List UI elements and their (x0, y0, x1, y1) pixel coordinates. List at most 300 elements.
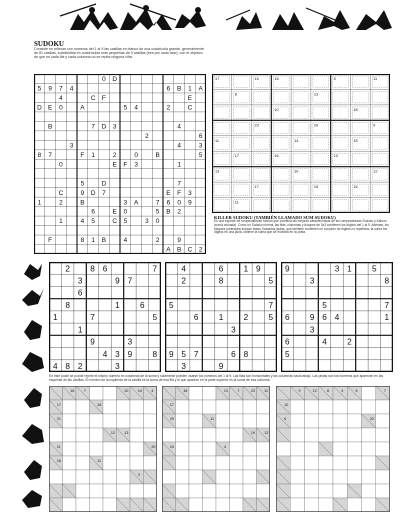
kakuro-entry-cell[interactable] (305, 414, 319, 428)
kakuro-entry-cell[interactable] (243, 400, 257, 414)
killer-cage-sum: 8 (234, 92, 237, 97)
kakuro-entry-cell[interactable] (362, 386, 376, 400)
sudoku-given: 1 (77, 325, 83, 335)
sudoku16-cell: 4 (177, 142, 181, 150)
kakuro-entry-cell[interactable] (319, 484, 333, 498)
sudoku-given: 6 (140, 300, 145, 310)
sudoku16-cell: B (101, 237, 107, 245)
killer-cage-sum: 9 (373, 123, 376, 128)
sudoku16-cell: 9 (177, 237, 181, 245)
ninja-swords-art (226, 8, 392, 30)
kakuro-entry-cell[interactable] (333, 470, 347, 484)
killer-cage (313, 153, 329, 164)
sudoku16-cell: A (133, 199, 139, 207)
kakuro-entry-cell[interactable] (63, 414, 77, 428)
kakuro-entry-cell[interactable] (76, 428, 90, 442)
kakuro-entry-cell[interactable] (76, 456, 90, 470)
sudoku-given: 2 (181, 276, 186, 286)
sudoku16-title: SUDOKU (34, 40, 64, 48)
killer-cage-sum: 16 (353, 185, 358, 190)
kakuro-entry-cell[interactable] (230, 470, 244, 484)
sudoku16-cell: 4 (80, 218, 85, 226)
kakuro-entry-cell[interactable] (257, 414, 271, 428)
killer-cage (313, 200, 329, 211)
killer-cage (372, 107, 388, 118)
kakuro-entry-cell[interactable] (63, 498, 77, 512)
sudoku16-cell: 0 (59, 104, 63, 112)
kakuro-entry-cell[interactable] (257, 456, 271, 470)
kakuro-entry-cell[interactable] (203, 484, 217, 498)
kakuro-entry-cell[interactable] (216, 456, 230, 470)
killer-cage (273, 91, 289, 102)
kakuro-entry-cell[interactable] (257, 484, 271, 498)
kakuro-entry-cell[interactable] (290, 470, 304, 484)
kakuro-entry-cell[interactable] (162, 428, 176, 442)
kakuro-entry-cell[interactable] (203, 456, 217, 470)
kakuro-entry-cell[interactable] (103, 484, 117, 498)
kakuro-entry-cell[interactable] (319, 400, 333, 414)
kakuro-entry-cell[interactable] (290, 442, 304, 456)
sudoku16-cell: 0 (102, 76, 106, 84)
kakuro-entry-cell[interactable] (216, 484, 230, 498)
killer-cage-sum: 14 (294, 138, 299, 143)
kakuro-entry-cell[interactable] (276, 442, 290, 456)
kakuro-entry-cell[interactable] (347, 456, 361, 470)
side-ninja-art (20, 260, 46, 510)
kakuro-entry-cell[interactable] (362, 456, 376, 470)
sudoku16-cell: 5 (123, 104, 128, 112)
kakuro-clue: 11 (264, 388, 269, 393)
killer-cage-sum: 13 (215, 169, 220, 174)
kakuro-entry-cell[interactable] (290, 484, 304, 498)
sudoku-given: 7 (90, 313, 95, 323)
kakuro-entry-cell[interactable] (130, 400, 144, 414)
sudoku-given: 3 (127, 337, 133, 347)
kakuro-entry-cell[interactable] (290, 498, 304, 512)
killer-cage (234, 107, 250, 118)
sudoku16-cell: 3 (123, 199, 128, 207)
kakuro-entry-cell[interactable] (103, 498, 117, 512)
sudoku16-cell: 3 (134, 161, 138, 169)
killer-cage (234, 122, 250, 133)
sudoku-given: 5 (284, 349, 290, 359)
kakuro-entry-cell[interactable] (203, 498, 217, 512)
kakuro-entry-cell[interactable] (333, 442, 347, 456)
kakuro-entry-cell[interactable] (144, 484, 158, 498)
kakuro-entry-cell[interactable] (203, 442, 217, 456)
kakuro-entry-cell[interactable] (333, 414, 347, 428)
killer-cage (293, 153, 309, 164)
kakuro-entry-cell[interactable] (176, 442, 190, 456)
killer-cage (293, 107, 309, 118)
kakuro-entry-cell[interactable] (189, 442, 203, 456)
sudoku-given: 8 (152, 349, 158, 359)
killer-cage (273, 138, 289, 149)
kakuro-entry-cell[interactable] (305, 498, 319, 512)
kakuro-entry-cell[interactable] (103, 470, 117, 484)
sudoku-given: 1 (115, 300, 120, 310)
sudoku-given: 6 (284, 337, 290, 347)
kakuro-entry-cell[interactable] (376, 414, 390, 428)
kakuro-entry-cell[interactable] (130, 456, 144, 470)
sudoku16-cell: 7 (155, 199, 160, 207)
kakuro-entry-cell[interactable] (176, 428, 190, 442)
sudoku16-cell: C (112, 218, 117, 226)
kakuro-entry-cell[interactable] (216, 414, 230, 428)
sudoku16-cell: 5 (155, 208, 160, 216)
kakuro-entry-cell[interactable] (362, 470, 376, 484)
kakuro-entry-cell[interactable] (76, 470, 90, 484)
kakuro-entry-cell[interactable] (130, 428, 144, 442)
kakuro-entry-cell[interactable] (230, 484, 244, 498)
kakuro-entry-cell[interactable] (76, 484, 90, 498)
sudoku-given: 3 (231, 325, 236, 335)
sudoku16-cell: 3 (188, 189, 192, 197)
kakuro-entry-cell[interactable] (103, 400, 117, 414)
sudoku16-cell: 7 (102, 189, 106, 197)
sudoku16-cell: E (47, 104, 53, 112)
ninja-warriors-art (60, 4, 206, 30)
killer-cage-sum: 10 (294, 169, 299, 174)
kakuro-clue: 19 (250, 430, 255, 435)
kakuro-entry-cell[interactable] (90, 442, 104, 456)
kakuro-entry-cell[interactable] (362, 400, 376, 414)
killer-cage-sum: 5 (333, 77, 336, 81)
kakuro-entry-cell[interactable] (130, 442, 144, 456)
kakuro-clue: 8 (327, 388, 330, 393)
kakuro-entry-cell[interactable] (189, 498, 203, 512)
kakuro-entry-cell[interactable] (162, 470, 176, 484)
kakuro-entry-cell[interactable] (290, 400, 304, 414)
kakuro-clue: 4 (151, 388, 154, 393)
kakuro-entry-cell[interactable] (76, 400, 90, 414)
sudoku-given: 3 (115, 349, 120, 359)
kakuro-entry-cell[interactable] (203, 428, 217, 442)
sudoku-given: 3 (181, 362, 186, 372)
kakuro-clue: 11 (210, 416, 215, 421)
sudoku-grid-2 (165, 262, 277, 372)
sudoku-given: 1 (243, 264, 249, 274)
kakuro-entry-cell[interactable] (257, 400, 271, 414)
kakuro-entry-cell[interactable] (144, 456, 158, 470)
kakuro-clue: 3 (137, 472, 140, 477)
kakuro-entry-cell[interactable] (90, 414, 104, 428)
kakuro-entry-cell[interactable] (203, 400, 217, 414)
kakuro-entry-cell[interactable] (362, 428, 376, 442)
sudoku16-cell: 1 (91, 151, 95, 159)
kakuro-entry-cell[interactable] (189, 428, 203, 442)
kakuro-entry-cell[interactable] (347, 498, 361, 512)
kakuro-entry-cell[interactable] (130, 414, 144, 428)
kakuro-entry-cell[interactable] (230, 400, 244, 414)
sudoku16-cell: 0 (123, 208, 128, 216)
kakuro-entry-cell[interactable] (189, 470, 203, 484)
killer-cage (214, 91, 230, 102)
sudoku-given: 5 (268, 276, 274, 286)
kakuro-entry-cell[interactable] (347, 442, 361, 456)
kakuro-grid-2 (162, 386, 270, 512)
kakuro-entry-cell[interactable] (230, 414, 244, 428)
sudoku-grid-1 (49, 262, 161, 372)
kakuro-entry-cell[interactable] (63, 428, 77, 442)
sudoku16-cell: F (177, 189, 182, 197)
kakuro-entry-cell[interactable] (189, 484, 203, 498)
kakuro-entry-cell[interactable] (362, 484, 376, 498)
sudoku16-description: Consiste en rellenar con números del 1 al 9 las casillas en blanco de una cuadrícula grande, generalmente de 81 casillas, subdividida en cuadrículas más pequeñas de 9 casillas (tres por cada lado), con el objetivo de que en cada fila y cada columna no se repita ninguna cifra. (34, 47, 205, 60)
kakuro-entry-cell[interactable] (376, 442, 390, 456)
kakuro-entry-cell[interactable] (290, 414, 304, 428)
kakuro-entry-cell[interactable] (305, 442, 319, 456)
killer-cage (273, 184, 289, 195)
kakuro-entry-cell[interactable] (189, 414, 203, 428)
kakuro-entry-cell[interactable] (176, 484, 190, 498)
sudoku-given: 4 (102, 349, 108, 359)
kakuro-entry-cell[interactable] (362, 498, 376, 512)
kakuro-entry-cell[interactable] (117, 456, 131, 470)
killer-cage (293, 76, 309, 87)
kakuro-entry-cell[interactable] (176, 456, 190, 470)
kakuro-entry-cell[interactable] (117, 400, 131, 414)
sudoku-given: 4 (334, 313, 340, 323)
sudoku-given: 6 (322, 313, 327, 323)
kakuro-clue: 17 (169, 402, 174, 407)
kakuro-entry-cell[interactable] (103, 442, 117, 456)
sudoku-given: 7 (384, 300, 390, 310)
kakuro-entry-cell[interactable] (347, 400, 361, 414)
sudoku16-cell: 2 (59, 199, 63, 207)
kakuro-entry-cell[interactable] (76, 442, 90, 456)
sudoku16-cell: 7 (59, 85, 63, 93)
kakuro-entry-cell[interactable] (203, 386, 217, 400)
killer-cage (313, 138, 329, 149)
sudoku16-cell: 1 (37, 199, 42, 207)
killer-cage (352, 169, 368, 180)
kakuro-entry-cell[interactable] (257, 442, 271, 456)
kakuro-entry-cell[interactable] (319, 428, 333, 442)
sudoku16-cell: 2 (177, 208, 181, 216)
kakuro-entry-cell[interactable] (176, 470, 190, 484)
kakuro-entry-cell[interactable] (216, 400, 230, 414)
kakuro-entry-cell[interactable] (216, 428, 230, 442)
kakuro-entry-cell[interactable] (305, 400, 319, 414)
kakuro-entry-cell[interactable] (243, 442, 257, 456)
killer-cage-sum: 17 (254, 185, 259, 190)
sudoku16-cell: 8 (37, 151, 42, 159)
kakuro-entry-cell[interactable] (243, 470, 257, 484)
killer-cage-sum: 11 (373, 77, 378, 81)
kakuro-entry-cell[interactable] (376, 400, 390, 414)
kakuro-clue: 5 (355, 388, 358, 393)
kakuro-entry-cell[interactable] (144, 400, 158, 414)
kakuro-entry-cell[interactable] (333, 456, 347, 470)
sudoku-given: 3 (309, 325, 315, 335)
kakuro-clue: 6 (284, 416, 287, 421)
sudoku-given: 9 (284, 264, 290, 274)
sudoku16-cell: B (176, 246, 182, 254)
kakuro-entry-cell[interactable] (117, 470, 131, 484)
kakuro-clue: 11 (97, 458, 102, 463)
kakuro-entry-cell[interactable] (63, 456, 77, 470)
sudoku16-cell: A (80, 104, 85, 112)
kakuro-entry-cell[interactable] (144, 414, 158, 428)
kakuro-entry-cell[interactable] (319, 498, 333, 512)
kakuro-entry-cell[interactable] (243, 456, 257, 470)
sudoku16-cell: 2 (155, 237, 160, 245)
sudoku-given: 9 (115, 276, 120, 286)
kakuro-clue: 7 (83, 388, 86, 393)
kakuro-entry-cell[interactable] (63, 400, 77, 414)
kakuro-entry-cell[interactable] (90, 470, 104, 484)
kakuro-entry-cell[interactable] (305, 428, 319, 442)
kakuro-entry-cell[interactable] (90, 498, 104, 512)
killer-cage (273, 169, 289, 180)
kakuro-entry-cell[interactable] (243, 414, 257, 428)
sudoku-given: 9 (127, 349, 133, 359)
kakuro-entry-cell[interactable] (216, 498, 230, 512)
kakuro-entry-cell[interactable] (176, 414, 190, 428)
sudoku-given: 1 (52, 313, 58, 323)
kakuro-entry-cell[interactable] (243, 484, 257, 498)
kakuro-entry-cell[interactable] (216, 470, 230, 484)
kakuro-entry-cell[interactable] (189, 400, 203, 414)
kakuro-clue: 13 (223, 388, 228, 393)
killer-cage-sum: 29 (313, 123, 319, 128)
kakuro-entry-cell[interactable] (76, 498, 90, 512)
banner (0, 0, 420, 36)
killer-cage (372, 138, 388, 149)
kakuro-entry-cell[interactable] (230, 442, 244, 456)
kakuro-entry-cell[interactable] (117, 442, 131, 456)
kakuro-clue: 16 (183, 388, 188, 393)
kakuro-entry-cell[interactable] (333, 428, 347, 442)
kakuro-entry-cell[interactable] (63, 442, 77, 456)
kakuro-clue: 21 (56, 416, 61, 421)
sudoku16-cell: 9 (188, 199, 192, 207)
sudoku-given: 6 (231, 349, 236, 359)
sudoku-given: 5 (372, 264, 377, 274)
kakuro-entry-cell[interactable] (305, 484, 319, 498)
sudoku16-cell: 6 (91, 208, 95, 216)
killer-cage-sum: 15 (353, 138, 358, 143)
kakuro-entry-cell[interactable] (290, 428, 304, 442)
killer-cage-sum: 18 (353, 107, 358, 112)
kakuro-clue: 16 (56, 458, 61, 463)
killer-cage (372, 200, 388, 211)
kakuro-entry-cell[interactable] (189, 456, 203, 470)
kakuro-entry-cell[interactable] (305, 456, 319, 470)
sudoku-given: 9 (168, 349, 174, 359)
kakuro-entry-cell[interactable] (347, 470, 361, 484)
kakuro-entry-cell[interactable] (347, 414, 361, 428)
sudoku16-cell: D (90, 189, 96, 197)
sudoku-given: 8 (384, 276, 390, 286)
sudoku16-grid (34, 74, 206, 254)
kakuro-entry-cell[interactable] (230, 428, 244, 442)
kakuro-entry-cell[interactable] (103, 456, 117, 470)
killer-cage (372, 184, 388, 195)
kakuro-entry-cell[interactable] (230, 498, 244, 512)
kakuro-entry-cell[interactable] (376, 484, 390, 498)
kakuro-entry-cell[interactable] (130, 484, 144, 498)
sudoku16-cell: D (112, 76, 117, 84)
killer-cage (254, 200, 270, 211)
kakuro-entry-cell[interactable] (49, 428, 63, 442)
killer-cage (313, 76, 329, 87)
kakuro-entry-cell[interactable] (319, 414, 333, 428)
kakuro-entry-cell[interactable] (117, 484, 131, 498)
sudoku-given: 9 (256, 264, 261, 274)
kakuro-entry-cell[interactable] (49, 470, 63, 484)
sudoku16-cell: 3 (112, 123, 117, 131)
killer-cage (352, 153, 368, 164)
killer-cage-sum: 23 (254, 123, 259, 128)
killer-cage-sum: 17 (234, 154, 240, 159)
sudoku-given: 7 (193, 349, 199, 359)
kakuro-entry-cell[interactable] (319, 470, 333, 484)
sudoku16-cell: B (47, 123, 53, 131)
kakuro-entry-cell[interactable] (103, 386, 117, 400)
sudoku16-cell: C (90, 95, 96, 103)
kakuro-entry-cell[interactable] (90, 428, 104, 442)
sudoku-given: 4 (181, 264, 186, 274)
kakuro-entry-cell[interactable] (347, 428, 361, 442)
kakuro-entry-cell[interactable] (103, 414, 117, 428)
kakuro-entry-cell[interactable] (319, 456, 333, 470)
sudoku16-cell: B (176, 85, 182, 93)
kakuro-entry-cell[interactable] (230, 456, 244, 470)
kakuro-clue: 29 (169, 416, 174, 421)
kakuro-entry-cell[interactable] (176, 400, 190, 414)
kakuro-entry-cell[interactable] (63, 470, 77, 484)
killer-cage (352, 91, 368, 102)
kakuro-clue: 23 (250, 388, 255, 393)
kakuro-entry-cell[interactable] (333, 484, 347, 498)
kakuro-entry-cell[interactable] (90, 386, 104, 400)
kakuro-entry-cell[interactable] (90, 484, 104, 498)
killer-cage (313, 169, 329, 180)
sudoku-given: 6 (102, 264, 108, 274)
killer-cage-sum: 10 (274, 107, 279, 112)
killer-cage (333, 200, 349, 211)
kakuro-clue: 20 (369, 416, 374, 421)
killer-cage (254, 153, 270, 164)
kakuro-entry-cell[interactable] (144, 428, 158, 442)
kakuro-description: En este puzle se puede repetir el mismo número en columnas de la suma y solamente pueden usarse los números del 1 al 9. Las filas son horizontales y las columnas hacia abajo. Las pistas son los números que aparecen en las esquinas de las casillas. El número de la izquierda de la casilla es la suma de esa fila y el que aparece en la parte superior es la suma de esa columna. (49, 374, 384, 382)
killer-cage (352, 200, 368, 211)
kakuro-entry-cell[interactable] (305, 470, 319, 484)
sudoku-given: 4 (322, 337, 327, 347)
kakuro-entry-cell[interactable] (376, 470, 390, 484)
sudoku-given: 3 (309, 276, 315, 286)
kakuro-entry-cell[interactable] (333, 400, 347, 414)
sudoku-given: 2 (243, 313, 249, 323)
kakuro-entry-cell[interactable] (189, 386, 203, 400)
kakuro-entry-cell[interactable] (376, 428, 390, 442)
killer-cage (293, 122, 309, 133)
sudoku16-cell: 9 (48, 85, 52, 93)
killer-cage (372, 91, 388, 102)
sudoku16-cell: F (48, 237, 53, 245)
killer-cage (313, 107, 329, 118)
killer-cage (254, 107, 270, 118)
sudoku16-cell: 0 (134, 151, 138, 159)
kakuro-entry-cell[interactable] (117, 414, 131, 428)
kakuro-entry-cell[interactable] (76, 414, 90, 428)
kakuro-entry-cell[interactable] (362, 442, 376, 456)
sudoku16-cell: 5 (91, 218, 95, 226)
sudoku16-cell: 3 (198, 142, 203, 150)
kakuro-entry-cell[interactable] (290, 456, 304, 470)
